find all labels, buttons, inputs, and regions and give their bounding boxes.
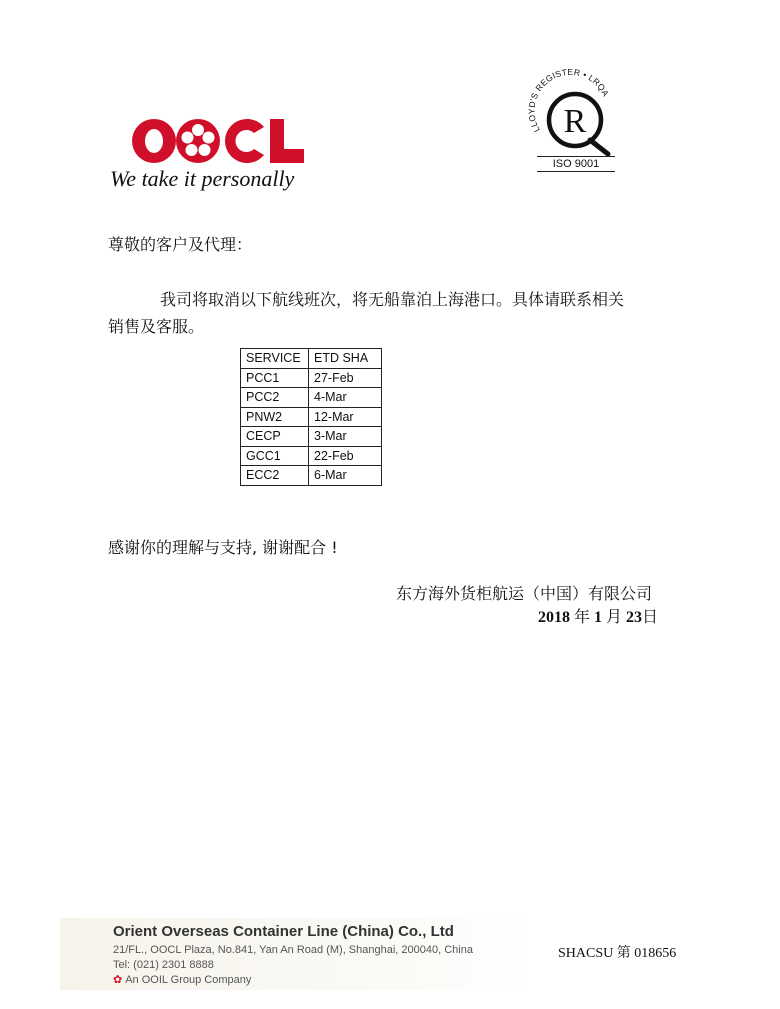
table-row: [241, 446, 382, 466]
date-year: 2018: [538, 609, 570, 626]
ref-prefix: SHACSU: [558, 946, 614, 961]
table-row: [241, 368, 382, 388]
ref-mid: 第: [616, 945, 631, 961]
column-header-etd: ETD SHA: [309, 349, 382, 369]
etd-cell: 27-Feb: [309, 368, 382, 388]
table-row: [241, 427, 382, 447]
service-cell: CECP: [241, 427, 309, 447]
signature-company: 东方海外货柜航运（中国）有限公司: [396, 584, 653, 603]
date-month-unit: 月: [606, 607, 623, 626]
etd-cell: 22-Feb: [309, 446, 382, 466]
body-paragraph-line-1: 我司将取消以下航线班次，将无船靠泊上海港口。具体请联系相关: [160, 290, 625, 309]
etd-cell: 6-Mar: [309, 466, 382, 486]
service-cell: PCC1: [241, 368, 309, 388]
reference-number: [558, 942, 676, 962]
date-day: 23: [626, 609, 643, 626]
thanks-line: 感谢你的理解与支持, 谢谢配合 !: [108, 538, 338, 557]
etd-cell: 4-Mar: [309, 388, 382, 408]
service-cell: PCC2: [241, 388, 309, 408]
footer-company-name: Orient Overseas Container Line (China) Co., Ltd: [113, 923, 454, 940]
table-header-row: [241, 349, 382, 369]
letter-date: [538, 604, 658, 627]
iso-label: ISO 9001: [537, 156, 615, 172]
service-cell: GCC1: [241, 446, 309, 466]
plum-blossom-icon: ✿: [113, 974, 123, 986]
cancelled-services-table: [240, 348, 382, 486]
table-row: [241, 407, 382, 427]
footer-group-text: An OOIL Group Company: [125, 974, 252, 986]
greeting: 尊敬的客户及代理：: [108, 235, 253, 254]
oocl-logo: [130, 113, 305, 169]
footer-telephone: Tel: (021) 2301 8888: [113, 959, 214, 971]
date-month: 1: [594, 609, 603, 626]
etd-cell: 12-Mar: [309, 407, 382, 427]
date-day-unit: 日: [642, 607, 659, 626]
certification-ring-text: LLOYD'S REGISTER • LRQA: [526, 66, 612, 134]
column-header-service: SERVICE: [241, 349, 309, 369]
tagline: We take it personally: [110, 166, 295, 191]
date-year-unit: 年: [574, 607, 591, 626]
footer-group-line: [113, 973, 251, 986]
etd-cell: 3-Mar: [309, 427, 382, 447]
certification-mark: R: [563, 103, 587, 140]
footer-address: 21/FL., OOCL Plaza, No.841, Yan An Road (M), Shanghai, 200040, China: [113, 944, 473, 956]
service-cell: PNW2: [241, 407, 309, 427]
table-row: [241, 388, 382, 408]
service-cell: ECC2: [241, 466, 309, 486]
ref-number: 018656: [634, 946, 677, 961]
table-row: [241, 466, 382, 486]
body-paragraph-line-2: 销售及客服。: [108, 317, 205, 336]
